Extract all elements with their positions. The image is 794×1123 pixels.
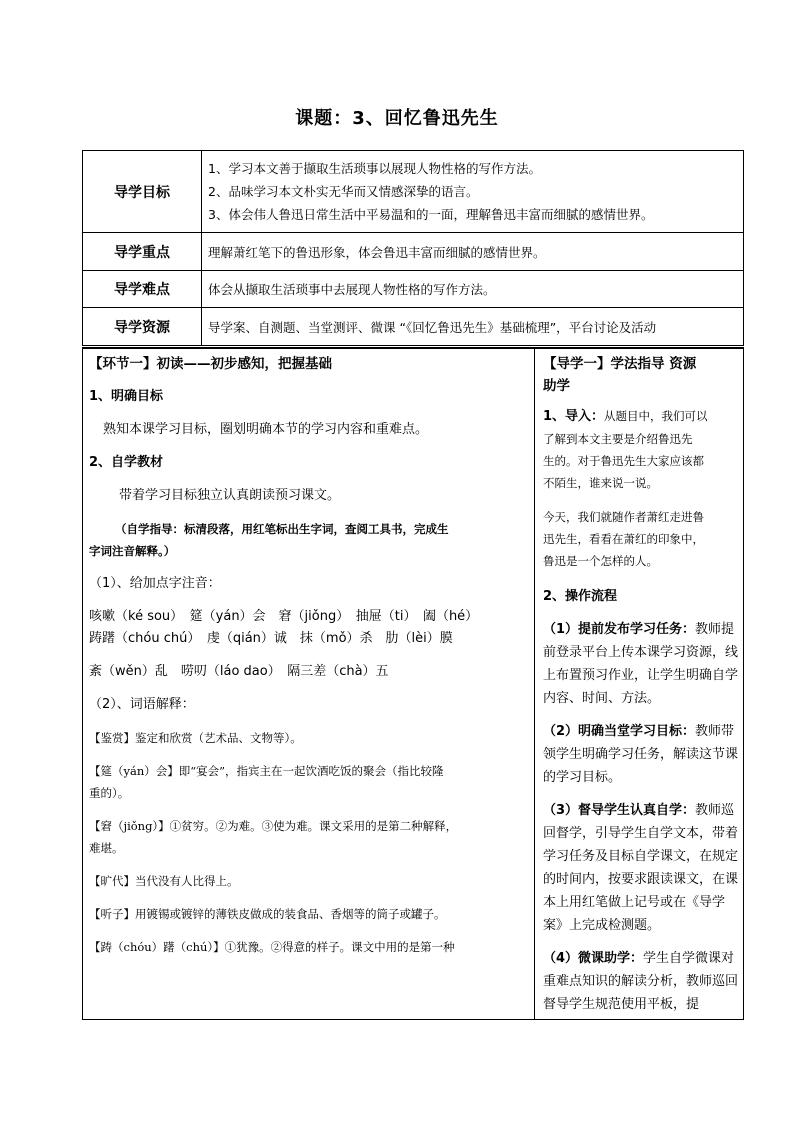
heading-pinyin: （1）、给加点字注音： xyxy=(89,576,221,591)
step-1-key: （1）提前发布学习任务： xyxy=(543,622,696,637)
step-4 xyxy=(543,947,739,1016)
step-3-key: （3）督导学生认真自学： xyxy=(543,803,696,818)
lesson-body xyxy=(82,349,744,1020)
left-column xyxy=(83,349,535,1019)
goal-item: 3、体会伟人鲁迅日常生活中平易温和的一面，理解鲁迅丰富而细腻的感情世界。 xyxy=(208,206,654,222)
vocab-item: 【旷代】当代没有人比得上。 xyxy=(89,874,239,888)
intro-text: 不陌生，谁来说一说。 xyxy=(543,476,658,490)
intro-line xyxy=(543,405,739,428)
vocab-item: 【听子】用镀锡或镀锌的薄铁皮做成的装食品、香烟等的筒子或罐子。 xyxy=(89,907,446,921)
vocab-item: 【筵（yán）会】即“宴会”，指宾主在一起饮酒吃饭的聚会（指比较隆 xyxy=(89,764,444,778)
goal-content xyxy=(202,151,744,233)
pinyin-line: 紊（wěn）乱 唠叨（láo dao） 隔三差（chà）五 xyxy=(89,664,389,679)
vocab-item: 【鉴赏】鉴定和欣赏（艺术品、文物等）。 xyxy=(89,731,302,745)
heading-vocab: （2）、词语解释： xyxy=(89,697,195,712)
vocab-item-cont: 难堪。 xyxy=(89,841,124,855)
vocab-item: 【窘（jiǒng）】①贫穷。②为难。③使为难。课文采用的是第二种解释， xyxy=(89,819,458,833)
today-text: 迅先生，看看在萧红的印象中， xyxy=(543,532,704,546)
guide-title-cont: 助学 xyxy=(543,378,570,394)
step-4-text: 学生自学微课对重难点知识的解读分析，教师巡回督导学生规范使用平板，提 xyxy=(543,951,739,1012)
section-title: 【环节一】初读——初步感知，把握基础 xyxy=(89,356,332,372)
difficulty-label: 导学难点 xyxy=(83,271,202,308)
key-label: 导学重点 xyxy=(83,233,202,271)
key-content: 理解萧红笔下的鲁迅形象，体会鲁迅丰富而细腻的感情世界。 xyxy=(202,233,744,271)
flow-heading: 2、操作流程 xyxy=(543,589,618,604)
pinyin-line: 踌躇（chóu chú） 虔（qián）诚 抹（mǒ）杀 肋（lèi）膜 xyxy=(89,631,453,646)
step-2-text: 教师带领学生明确学习任务，解读这节课的学习目标。 xyxy=(543,724,739,785)
goal-text: 熟知本课学习目标，圈划明确本节的学习内容和重难点。 xyxy=(103,422,429,437)
goal-item: 2、品味学习本文朴实无华而又情感深挚的语言。 xyxy=(208,183,479,199)
goal-label: 导学目标 xyxy=(83,151,202,233)
step-1-text: 教师提前登录平台上传本课学习资源，线上布置预习作业，让学生明确自学内容、时间、方法。 xyxy=(543,622,739,706)
selfstudy-text: 带着学习目标独立认真朗读预习课文。 xyxy=(119,488,341,503)
guide-title: 【导学一】学法指导 资源 xyxy=(543,356,697,372)
resource-label: 导学资源 xyxy=(83,308,202,346)
step-3-text: 教师巡回督学，引导学生自学文本，带着学习任务及目标自学课文，在规定的时间内，按要求跟读课文，在课本上用红笔做上记号或在《导学案》上完成检测题。 xyxy=(543,803,739,933)
intro-text: 生的。对于鲁迅先生大家应该都 xyxy=(543,454,704,468)
guide-note: （自学指导：标清段落，用红笔标出生字词，查阅工具书，完成生 xyxy=(115,522,449,536)
step-2 xyxy=(543,720,739,789)
step-4-key: （4）微课助学： xyxy=(543,951,644,966)
right-column xyxy=(535,349,743,1019)
step-2-key: （2）明确当堂学习目标： xyxy=(543,724,696,739)
today-text: 今天，我们就随作者萧红走进鲁 xyxy=(543,510,704,524)
vocab-item: 【踌（chóu）躇（chú）】①犹豫。②得意的样子。课文中用的是第一种 xyxy=(89,940,455,954)
heading-goal: 1、明确目标 xyxy=(89,389,164,404)
heading-selfstudy: 2、自学教材 xyxy=(89,455,164,470)
vocab-item-cont: 重的）。 xyxy=(89,786,130,800)
resource-content: 导学案、自测题、当堂测评、微课 “《回忆鲁迅先生》基础梳理”，平台讨论及活动 xyxy=(202,308,744,346)
intro-text: 从题目中，我们可以 xyxy=(604,409,708,423)
intro-text: 了解到本文主要是介绍鲁迅先 xyxy=(543,432,693,446)
today-text: 鲁迅是一个怎样的人。 xyxy=(543,554,658,568)
guide-table xyxy=(82,150,744,346)
step-3 xyxy=(543,799,739,937)
guide-note-cont: 字词注音解释。） xyxy=(89,544,176,558)
pinyin-line: 咳嗽（ké sou） 筵（yán）会 窘（jiǒng） 抽屉（ti） 阖（hé） xyxy=(89,609,479,624)
intro-key: 1、导入： xyxy=(543,409,605,424)
page-title: 课题：3、回忆鲁迅先生 xyxy=(295,108,499,129)
difficulty-content: 体会从撷取生活琐事中去展现人物性格的写作方法。 xyxy=(202,271,744,308)
step-1 xyxy=(543,618,739,710)
goal-item: 1、学习本文善于撷取生活琐事以展现人物性格的写作方法。 xyxy=(208,160,541,176)
